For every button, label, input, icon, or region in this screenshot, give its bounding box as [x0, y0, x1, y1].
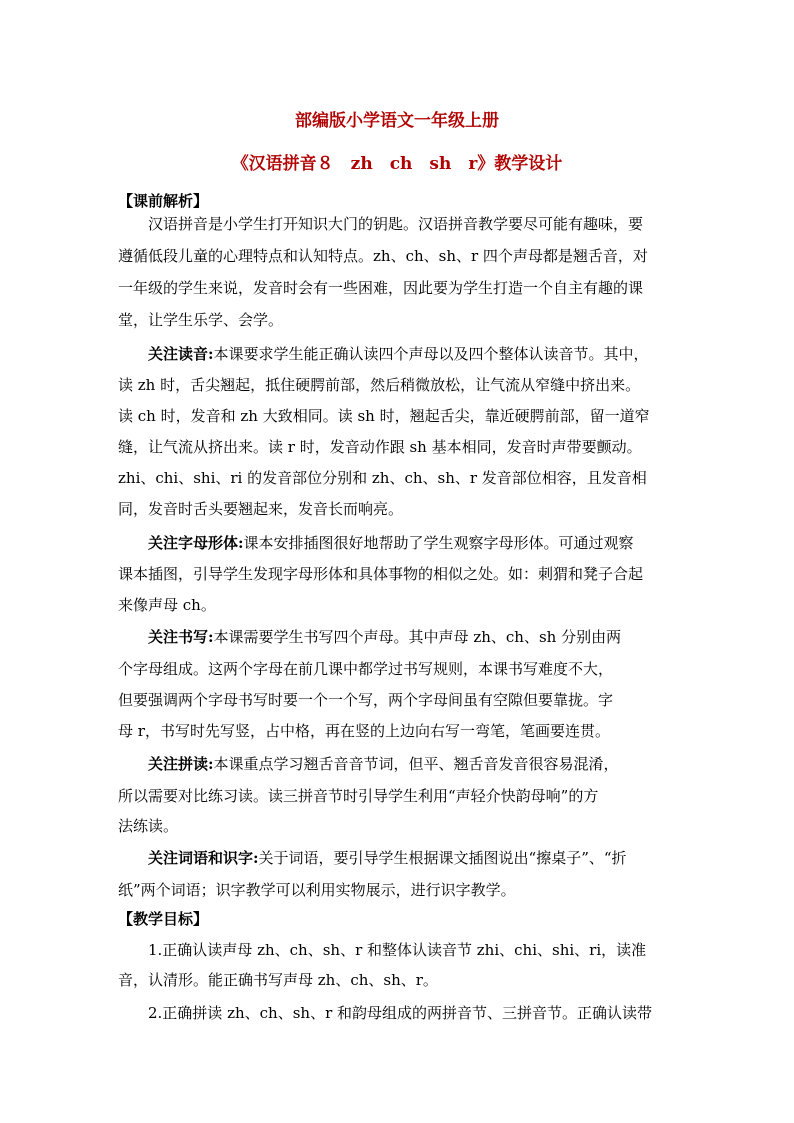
paragraph-line: 1.正确认读声母 zh、ch、sh、r 和整体认读音节 zhi、chi、shi、ri，读准	[148, 941, 647, 959]
paragraph-line: 关注字母形体:课本安排插图很好地帮助了学生观察字母形体。可通过观察	[148, 534, 634, 552]
paragraph-line: 汉语拼音是小学生打开知识大门的钥匙。汉语拼音教学要尽可能有趣味，要	[148, 215, 644, 233]
paragraph-line: 缝，让气流从挤出来。读 r 时，发音动作跟 sh 基本相同，发音时声带要颤动。	[118, 438, 642, 456]
document-title: 部编版小学语文一年级上册	[295, 111, 499, 131]
focus-label-spelling: 关注拼读:	[148, 755, 214, 773]
focus-label-shape: 关注字母形体:	[148, 534, 244, 552]
paragraph-line: 读 ch 时，发音和 zh 大致相同。读 sh 时，翘起舌尖，靠近硬腭前部，留一道窄	[118, 407, 650, 425]
paragraph-line: 一年级的学生来说，发音时会有一些困难，因此要为学生打造一个自主有趣的课	[118, 279, 644, 297]
paragraph-line: 关注拼读:本课重点学习翘舌音音节词，但平、翘舌音发音很容易混淆，	[148, 755, 619, 773]
paragraph-line: 但要强调两个字母书写时要一个一个写，两个字母间虽有空隙但要靠拢。字	[118, 691, 614, 709]
paragraph-line: 2.正确拼读 zh、ch、sh、r 和韵母组成的两拼音节、三拼音节。正确认读带	[148, 1004, 653, 1022]
paragraph-line: 个字母组成。这两个字母在前几课中都学过书写规则，本课书写难度不大，	[118, 660, 614, 678]
paragraph-line: 遵循低段儿童的心理特点和认知特点。zh、ch、sh、r 四个声母都是翘舌音，对	[118, 247, 648, 265]
section-heading-teaching-goals: 【教学目标】	[118, 910, 209, 928]
focus-label-words: 关注词语和识字:	[148, 849, 259, 867]
paragraph-line: 关注书写:本课需要学生书写四个声母。其中声母 zh、ch、sh 分别由两	[148, 628, 622, 646]
paragraph-line: 关注读音:本课要求学生能正确认读四个声母以及四个整体认读音节。其中，	[148, 345, 649, 363]
paragraph-line: 音，认清形。能正确书写声母 zh、ch、sh、r。	[118, 971, 438, 989]
paragraph-line: 来像声母 ch。	[118, 596, 216, 614]
paragraph-line: 纸”两个词语；识字教学可以利用实物展示，进行识字教学。	[118, 881, 516, 899]
paragraph-line: 读 zh 时，舌尖翘起，抵住硬腭前部，然后稍微放松，让气流从窄缝中挤出来。	[118, 376, 641, 394]
paragraph-line: 堂，让学生乐学、会学。	[118, 311, 284, 329]
paragraph-line: zhi、chi、shi、ri 的发音部位分别和 zh、ch、sh、r 发音部位相容，且发音相	[118, 469, 647, 487]
section-heading-pre-analysis: 【课前解析】	[118, 192, 209, 210]
paragraph-line: 关注词语和识字:关于词语，要引导学生根据课文插图说出“擦桌子”、“折	[148, 849, 627, 867]
paragraph-line: 法练读。	[118, 817, 179, 835]
paragraph-line: 同，发音时舌头要翘起来，发音长而响亮。	[118, 500, 404, 518]
focus-label-writing: 关注书写:	[148, 628, 214, 646]
paragraph-line: 课本插图，引导学生发现字母形体和具体事物的相似之处。如：刺猬和凳子合起	[118, 565, 644, 583]
focus-label-reading: 关注读音:	[148, 345, 214, 363]
paragraph-line: 所以需要对比练习读。读三拼音节时引导学生利用“声轻介快韵母响”的方	[118, 787, 599, 805]
paragraph-line: 母 r，书写时先写竖，占中格，再在竖的上边向右写一弯笔，笔画要连贯。	[118, 722, 610, 740]
document-subtitle: 《汉语拼音８ zh ch sh r》教学设计	[231, 154, 563, 174]
